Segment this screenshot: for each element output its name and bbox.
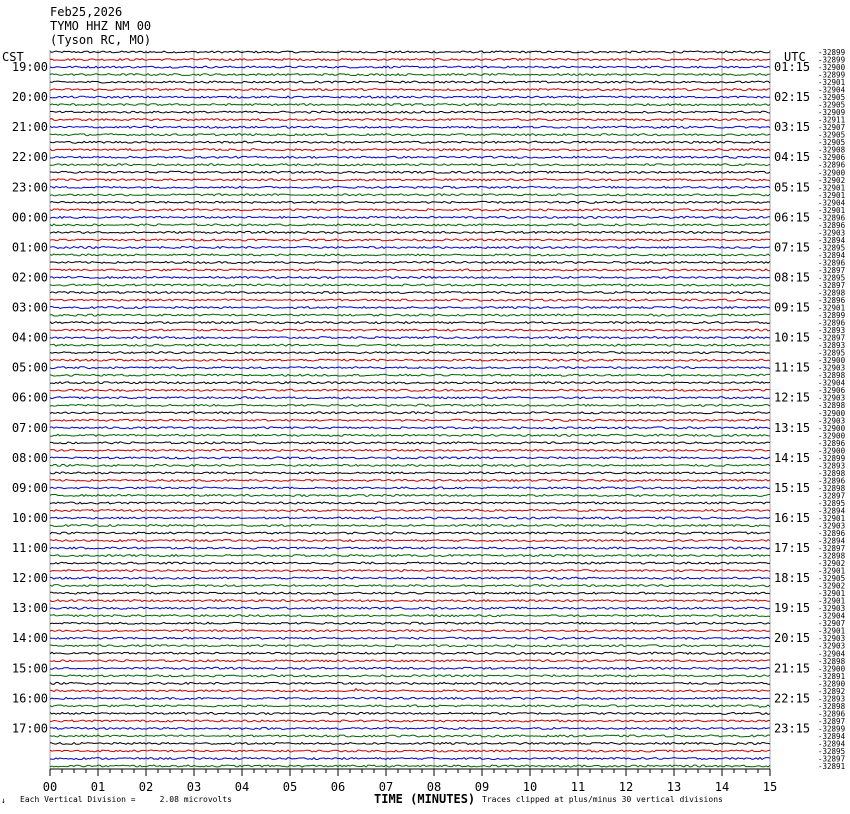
left-hour-label: 09:00 (11, 480, 48, 495)
trace-mean-label: -32903 (818, 634, 846, 644)
left-hour-label: 20:00 (11, 90, 48, 105)
seismic-trace (50, 637, 770, 639)
seismic-trace (50, 209, 770, 211)
seismic-trace (50, 89, 770, 91)
trace-mean-label: -32900 (818, 168, 846, 178)
trace-mean-label: -32893 (818, 341, 846, 351)
trace-mean-label: -32901 (818, 183, 846, 193)
trace-mean-label: -32899 (818, 453, 846, 463)
trace-mean-label: -32903 (818, 521, 846, 531)
right-hour-label: 22:15 (774, 691, 811, 706)
seismic-trace (50, 495, 770, 497)
seismic-trace (50, 622, 770, 624)
right-hour-label: 07:15 (774, 240, 811, 255)
seismic-trace (50, 397, 770, 399)
left-hour-label: 17:00 (11, 721, 48, 736)
seismic-trace (50, 292, 770, 294)
seismic-trace (50, 134, 770, 136)
seismic-trace (50, 382, 770, 384)
seismic-trace (50, 555, 770, 557)
trace-mean-label: -32899 (818, 55, 846, 65)
seismic-trace (50, 562, 770, 564)
seismic-trace (50, 81, 770, 83)
seismic-trace (50, 126, 770, 128)
trace-mean-label: -32893 (818, 326, 846, 336)
seismic-trace (50, 51, 770, 53)
trace-mean-label: -32903 (818, 393, 846, 403)
right-hour-label: 12:15 (774, 390, 811, 405)
seismic-trace (50, 750, 770, 752)
seismic-trace (50, 186, 770, 188)
trace-mean-label: -32909 (818, 108, 846, 118)
seismic-trace (50, 119, 770, 121)
seismic-trace (50, 307, 770, 309)
trace-mean-label: -32891 (818, 762, 846, 771)
seismic-trace (50, 720, 770, 722)
trace-mean-label: -32908 (818, 145, 846, 155)
seismic-trace (50, 164, 770, 166)
x-tick-label: 13 (666, 780, 682, 794)
trace-mean-label: -32897 (818, 491, 846, 501)
trace-mean-label: -32903 (818, 228, 846, 238)
seismic-trace (50, 231, 770, 233)
clip-note: Traces clipped at plus/minus 30 vertical divisions (482, 795, 723, 804)
seismic-trace (50, 104, 770, 106)
trace-mean-label: -32904 (818, 649, 846, 659)
seismic-trace (50, 615, 770, 617)
trace-mean-label: -32901 (818, 190, 846, 200)
trace-mean-label: -32900 (818, 423, 846, 433)
trace-mean-label: -32904 (818, 198, 846, 208)
seismic-trace (50, 442, 770, 444)
x-tick-label: 12 (618, 780, 634, 794)
seismic-trace (50, 449, 770, 451)
right-hour-label: 09:15 (774, 300, 811, 315)
seismic-trace (50, 743, 770, 745)
trace-mean-label: -32894 (818, 536, 846, 546)
seismic-trace (50, 660, 770, 662)
seismic-trace (50, 419, 770, 421)
x-tick-label: 08 (426, 780, 442, 794)
trace-mean-label: -32896 (818, 213, 846, 223)
left-hour-label: 16:00 (11, 691, 48, 706)
trace-mean-label: -32897 (818, 265, 846, 275)
seismic-trace (50, 314, 770, 316)
right-hour-label: 15:15 (774, 480, 811, 495)
seismic-trace (50, 727, 770, 729)
trace-mean-label: -32895 (818, 498, 846, 508)
seismic-trace (50, 156, 770, 158)
trace-mean-label: -32903 (818, 641, 846, 651)
seismic-trace (50, 630, 770, 632)
trace-mean-label: -32891 (818, 671, 846, 681)
right-hour-label: 14:15 (774, 450, 811, 465)
trace-mean-label: -32901 (818, 303, 846, 313)
seismic-trace (50, 540, 770, 542)
trace-mean-label: -32906 (818, 386, 846, 396)
seismic-trace (50, 585, 770, 587)
x-tick-label: 04 (234, 780, 250, 794)
seismic-trace (50, 735, 770, 737)
right-timezone-label: UTC (784, 50, 806, 64)
seismic-trace (50, 502, 770, 504)
trace-mean-label: -32896 (818, 160, 846, 170)
seismic-trace (50, 525, 770, 527)
trace-mean-label: -32900 (818, 356, 846, 366)
scale-note: Each Vertical Division = 2.08 microvolts (20, 795, 232, 804)
trace-mean-label: -32901 (818, 513, 846, 523)
trace-mean-label: -32900 (818, 664, 846, 674)
seismic-trace (50, 472, 770, 474)
trace-mean-label: -32905 (818, 574, 846, 584)
trace-mean-label: -32902 (818, 175, 846, 185)
trace-mean-label: -32898 (818, 468, 846, 478)
trace-mean-label: -32895 (818, 348, 846, 358)
seismic-trace (50, 404, 770, 406)
seismic-trace (50, 570, 770, 572)
right-hour-label: 19:15 (774, 601, 811, 616)
seismic-trace (50, 329, 770, 331)
seismic-trace (50, 269, 770, 271)
x-tick-label: 00 (42, 780, 58, 794)
trace-mean-label: -32901 (818, 596, 846, 606)
label-layer (12, 48, 846, 771)
trace-mean-label: -32903 (818, 604, 846, 614)
seismic-trace (50, 359, 770, 361)
left-hour-label: 12:00 (11, 571, 48, 586)
trace-mean-label: -32901 (818, 626, 846, 636)
seismic-trace (50, 675, 770, 677)
seismic-trace (50, 682, 770, 684)
seismic-trace (50, 239, 770, 241)
left-hour-label: 23:00 (11, 180, 48, 195)
seismic-trace (50, 374, 770, 376)
right-hour-label: 18:15 (774, 571, 811, 586)
x-tick-label: 15 (762, 780, 778, 794)
seismic-trace (50, 284, 770, 286)
right-hour-label: 10:15 (774, 330, 811, 345)
seismic-trace (50, 517, 770, 519)
seismic-trace (50, 705, 770, 708)
trace-mean-label: -32897 (818, 544, 846, 554)
right-hour-label: 23:15 (774, 721, 811, 736)
left-hour-label: 05:00 (11, 360, 48, 375)
header-station: TYMO HHZ NM 00 (50, 19, 152, 33)
x-tick-label: 14 (714, 780, 730, 794)
trace-mean-label: -32901 (818, 205, 846, 215)
left-hour-label: 07:00 (11, 420, 48, 435)
trace-mean-label: -32905 (818, 130, 846, 140)
axis-layer (43, 769, 777, 794)
seismic-trace (50, 652, 770, 654)
trace-mean-label: -32894 (818, 250, 846, 260)
left-hour-label: 11:00 (11, 541, 48, 556)
trace-mean-label: -32894 (818, 739, 846, 749)
trace-mean-label: -32896 (818, 296, 846, 306)
trace-mean-label: -32896 (818, 318, 846, 328)
seismic-trace (50, 141, 770, 143)
right-hour-label: 08:15 (774, 270, 811, 285)
seismic-trace (50, 96, 770, 98)
seismic-trace (50, 179, 770, 181)
left-hour-label: 22:00 (11, 150, 48, 165)
trace-mean-label: -32905 (818, 138, 846, 148)
trace-mean-label: -32894 (818, 731, 846, 741)
trace-mean-label: -32895 (818, 273, 846, 283)
seismic-trace (50, 577, 770, 579)
right-hour-label: 04:15 (774, 150, 811, 165)
x-tick-label: 05 (282, 780, 298, 794)
trace-mean-label: -32907 (818, 123, 846, 133)
right-hour-label: 03:15 (774, 120, 811, 135)
trace-mean-label: -32907 (818, 619, 846, 629)
trace-mean-label: -32899 (818, 311, 846, 321)
right-hour-label: 16:15 (774, 510, 811, 525)
seismic-trace (50, 246, 770, 248)
left-hour-label: 10:00 (11, 510, 48, 525)
x-tick-label: 09 (474, 780, 490, 794)
trace-mean-label: -32902 (818, 559, 846, 569)
x-tick-label: 06 (330, 780, 346, 794)
trace-mean-label: -32911 (818, 115, 846, 125)
trace-mean-label: -32900 (818, 431, 846, 441)
trace-mean-label: -32896 (818, 438, 846, 448)
seismic-trace (50, 479, 770, 481)
seismic-trace (50, 262, 770, 264)
seismic-trace (50, 59, 770, 61)
left-hour-label: 03:00 (11, 300, 48, 315)
trace-mean-label: -32894 (818, 235, 846, 245)
trace-mean-label: -32898 (818, 701, 846, 711)
trace-mean-label: -32901 (818, 566, 846, 576)
right-hour-label: 01:15 (774, 60, 811, 75)
x-tick-label: 11 (570, 780, 586, 794)
trace-mean-label: -32903 (818, 416, 846, 426)
trace-mean-label: -32901 (818, 78, 846, 88)
x-tick-label: 10 (522, 780, 538, 794)
x-tick-label: 02 (138, 780, 154, 794)
seismic-trace (50, 765, 770, 767)
right-hour-label: 21:15 (774, 661, 811, 676)
left-hour-label: 06:00 (11, 390, 48, 405)
right-hour-label: 13:15 (774, 420, 811, 435)
trace-mean-label: -32903 (818, 363, 846, 373)
header-location: (Tyson RC, MO) (50, 33, 152, 47)
trace-mean-label: -32895 (818, 746, 846, 756)
left-hour-label: 08:00 (11, 450, 48, 465)
trace-mean-label: -32894 (818, 506, 846, 516)
seismic-trace (50, 171, 770, 173)
seismic-trace (50, 194, 770, 196)
seismic-trace (50, 427, 770, 429)
x-tick-label: 03 (186, 780, 202, 794)
header-date: Feb25,2026 (50, 5, 123, 19)
seismic-trace (50, 457, 770, 459)
trace-mean-label: -32898 (818, 288, 846, 298)
seismic-trace (50, 299, 770, 301)
trace-mean-label: -32906 (818, 153, 846, 163)
left-hour-label: 04:00 (11, 330, 48, 345)
x-tick-label: 07 (378, 780, 394, 794)
trace-mean-label: -32897 (818, 333, 846, 343)
trace-mean-label: -32897 (818, 716, 846, 726)
seismic-trace (50, 254, 770, 256)
right-hour-label: 05:15 (774, 180, 811, 195)
seismic-trace (50, 487, 770, 489)
trace-mean-label: -32904 (818, 378, 846, 388)
seismic-trace (50, 149, 770, 151)
right-hour-label: 17:15 (774, 541, 811, 556)
seismic-trace (50, 600, 770, 602)
seismic-trace (50, 74, 770, 76)
seismic-trace (50, 216, 770, 218)
seismic-trace (50, 344, 770, 346)
seismic-trace (50, 464, 770, 466)
trace-mean-label: -32890 (818, 679, 846, 689)
seismic-trace (50, 66, 770, 68)
seismic-trace (50, 592, 770, 594)
trace-mean-label: -32900 (818, 446, 846, 456)
x-axis-title: TIME (MINUTES) (374, 792, 476, 806)
trace-mean-label: -32893 (818, 461, 846, 471)
seismic-trace (50, 434, 770, 436)
seismic-trace (50, 322, 770, 324)
left-hour-label: 02:00 (11, 270, 48, 285)
seismic-trace (50, 607, 770, 609)
left-hour-label: 15:00 (11, 661, 48, 676)
trace-mean-label: -32898 (818, 483, 846, 493)
seismic-trace (50, 224, 770, 226)
seismic-trace (50, 337, 770, 339)
trace-mean-label: -32898 (818, 401, 846, 411)
right-hour-label: 20:15 (774, 631, 811, 646)
seismic-trace (50, 389, 770, 391)
seismic-trace (50, 689, 770, 692)
trace-mean-label: -32898 (818, 371, 846, 381)
trace-mean-label: -32901 (818, 589, 846, 599)
trace-mean-label: -32895 (818, 243, 846, 253)
seismic-trace (50, 758, 770, 760)
x-tick-label: 01 (90, 780, 106, 794)
trace-mean-label: -32899 (818, 48, 846, 57)
trace-mean-label: -32898 (818, 656, 846, 666)
trace-mean-label: -32896 (818, 709, 846, 719)
trace-mean-label: -32896 (818, 220, 846, 230)
left-hour-label: 00:00 (11, 210, 48, 225)
right-hour-label: 06:15 (774, 210, 811, 225)
seismic-trace (50, 201, 770, 203)
seismic-trace (50, 697, 770, 699)
left-hour-label: 13:00 (11, 601, 48, 616)
trace-mean-label: -32902 (818, 581, 846, 591)
trace-mean-label: -32899 (818, 724, 846, 734)
trace-mean-label: -32900 (818, 63, 846, 73)
corner-mark: ↓ (1, 796, 6, 805)
trace-mean-label: -32904 (818, 85, 846, 95)
seismic-trace (50, 667, 770, 669)
seismic-trace (50, 367, 770, 369)
right-hour-label: 11:15 (774, 360, 811, 375)
trace-mean-label: -32900 (818, 408, 846, 418)
seismic-trace (50, 645, 770, 647)
trace-layer (50, 51, 770, 767)
trace-mean-label: -32896 (818, 258, 846, 268)
left-hour-label: 14:00 (11, 631, 48, 646)
left-hour-label: 01:00 (11, 240, 48, 255)
right-hour-label: 02:15 (774, 90, 811, 105)
left-hour-label: 19:00 (11, 60, 48, 75)
trace-mean-label: -32904 (818, 611, 846, 621)
seismic-trace (50, 111, 770, 113)
trace-mean-label: -32896 (818, 476, 846, 486)
seismic-trace (50, 547, 770, 549)
seismic-trace (50, 510, 770, 512)
left-timezone-label: CST (2, 50, 24, 64)
seismic-trace (50, 712, 770, 714)
seismic-trace (50, 277, 770, 279)
left-hour-label: 21:00 (11, 120, 48, 135)
seismic-trace (50, 532, 770, 534)
seismic-trace (50, 352, 770, 354)
seismic-trace (50, 412, 770, 414)
trace-mean-label: -32896 (818, 529, 846, 539)
trace-mean-label: -32897 (818, 280, 846, 290)
trace-mean-label: -32893 (818, 694, 846, 704)
trace-mean-label: -32905 (818, 93, 846, 103)
trace-mean-label: -32892 (818, 686, 846, 696)
trace-mean-label: -32898 (818, 551, 846, 561)
trace-mean-label: -32897 (818, 754, 846, 764)
trace-mean-label: -32899 (818, 70, 846, 80)
trace-mean-label: -32905 (818, 100, 846, 110)
